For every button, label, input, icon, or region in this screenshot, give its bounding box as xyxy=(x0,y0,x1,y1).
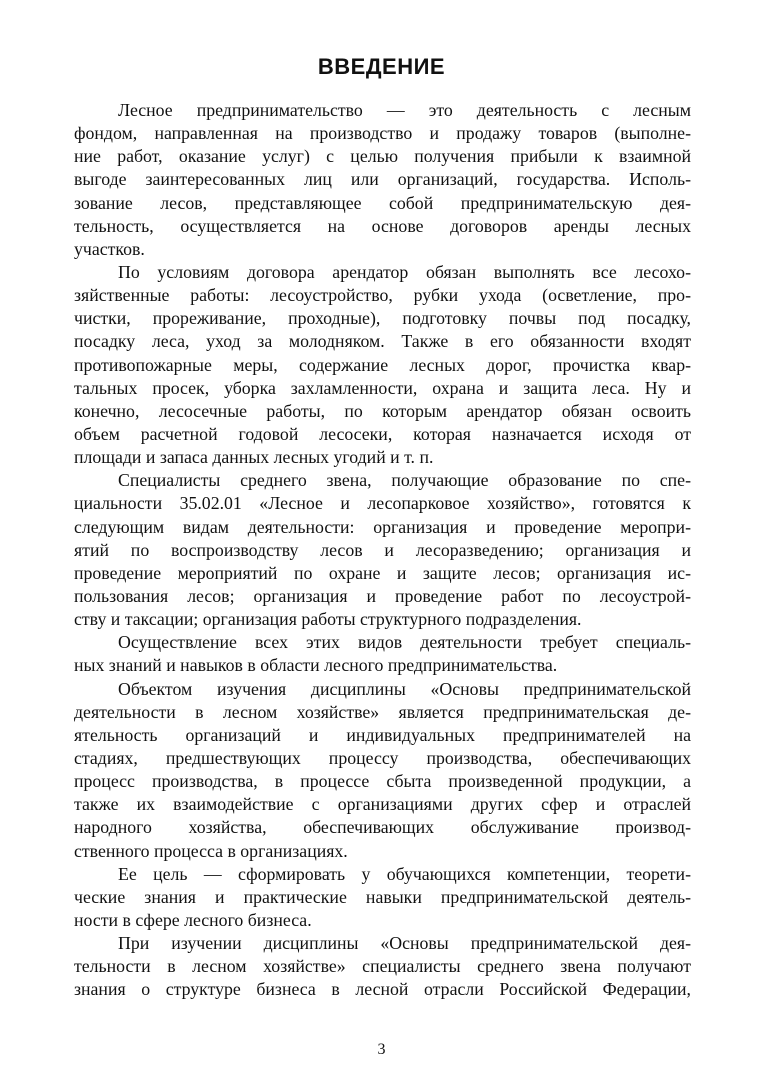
text-line: следующим видам деятельности: организация и проведение меропри- xyxy=(74,516,691,537)
paragraph xyxy=(74,261,691,469)
text-line: посадку леса, уход за молодняком. Также в его обязанности входят xyxy=(74,331,691,352)
text-line: ственного процесса в организациях. xyxy=(74,840,348,861)
text-line: тельности в лесном хозяйстве» специалисты среднего звена получают xyxy=(74,956,691,977)
text-line: конечно, лесосечные работы, по которым арендатор обязан освоить xyxy=(74,400,691,421)
text-line: процесс производства, в процессе сбыта произведенной продукции, а xyxy=(74,771,691,792)
text-line: ние работ, оказание услуг) с целью получения прибыли к взаимной xyxy=(74,146,691,167)
text-line: ятельность организаций и индивидуальных предпринимателей на xyxy=(74,724,691,745)
text-line: площади и запаса данных лесных угодий и т. п. xyxy=(74,447,434,468)
text-line: циальности 35.02.01 «Лесное и лесопарковое хозяйство», готовятся к xyxy=(74,493,691,514)
text-line: знания о структуре бизнеса в лесной отрасли Российской Федерации, xyxy=(74,979,691,1000)
text-line: также их взаимодействие с организациями других сфер и отраслей xyxy=(74,794,691,815)
text-line: ятий по воспроизводству лесов и лесоразведению; организация и xyxy=(74,539,691,560)
text-line: выгоде заинтересованных лиц или организаций, государства. Исполь- xyxy=(74,169,691,190)
text-line: противопожарные меры, содержание лесных дорог, прочистка квар- xyxy=(74,354,691,375)
text-line: стадиях, предшествующих процессу производства, обеспечивающих xyxy=(74,747,691,768)
text-line: Объектом изучения дисциплины «Основы предпринимательской xyxy=(118,678,691,699)
text-line: Лесное предпринимательство — это деятельность с лесным xyxy=(118,100,691,120)
paragraph xyxy=(74,932,691,1001)
text-line: По условиям договора арендатор обязан выполнять все лесохо- xyxy=(118,261,691,282)
paragraph xyxy=(74,678,691,863)
text-line: проведение мероприятий по охране и защите лесов; организация ис- xyxy=(74,562,691,583)
text-line: ству и таксации; организация работы структурного подразделения. xyxy=(74,609,582,630)
text-line: ности в сфере лесного бизнеса. xyxy=(74,909,312,930)
paragraph xyxy=(74,631,691,677)
text-line: участков. xyxy=(74,238,145,259)
paragraph xyxy=(74,469,691,631)
text-line: зяйственные работы: лесоустройство, рубки ухода (осветление, про- xyxy=(74,285,691,306)
text-line: пользования лесов; организация и проведение работ по лесоустрой- xyxy=(74,585,691,606)
text-line: ческие знания и практические навыки предпринимательской деятель- xyxy=(74,886,691,907)
text-line: объем расчетной годовой лесосеки, которая назначается исходя от xyxy=(74,423,691,444)
text-line: Ее цель — сформировать у обучающихся компетенции, теорети- xyxy=(118,863,691,884)
page-title: ВВЕДЕНИЕ xyxy=(317,54,446,79)
text-line: деятельности в лесном хозяйстве» является предпринимательская де- xyxy=(74,701,691,722)
text-line: ных знаний и навыков в области лесного предпринимательства. xyxy=(74,655,558,676)
text-line: народного хозяйства, обеспечивающих обслуживание производ- xyxy=(74,817,691,838)
text-line: тальных просек, уборка захламленности, охрана и защита леса. Ну и xyxy=(74,377,691,398)
body-text xyxy=(74,99,691,1001)
text-line: Осуществление всех этих видов деятельности требует специаль- xyxy=(118,632,691,653)
text-line: Специалисты среднего звена, получающие образование по спе- xyxy=(118,470,691,491)
text-line: тельность, осуществляется на основе договоров аренды лесных xyxy=(74,215,691,236)
paragraph xyxy=(74,863,691,932)
text-line: фондом, направленная на производство и продажу товаров (выполне- xyxy=(74,123,691,144)
paragraph xyxy=(74,99,691,261)
text-line: зование лесов, представляющее собой предпринимательскую дея- xyxy=(74,192,691,213)
text-line: При изучении дисциплины «Основы предпринимательской дея- xyxy=(118,933,691,954)
text-line: чистки, прореживание, проходные), подготовку почвы под посадку, xyxy=(74,308,691,329)
page-number: 3 xyxy=(377,1041,386,1058)
